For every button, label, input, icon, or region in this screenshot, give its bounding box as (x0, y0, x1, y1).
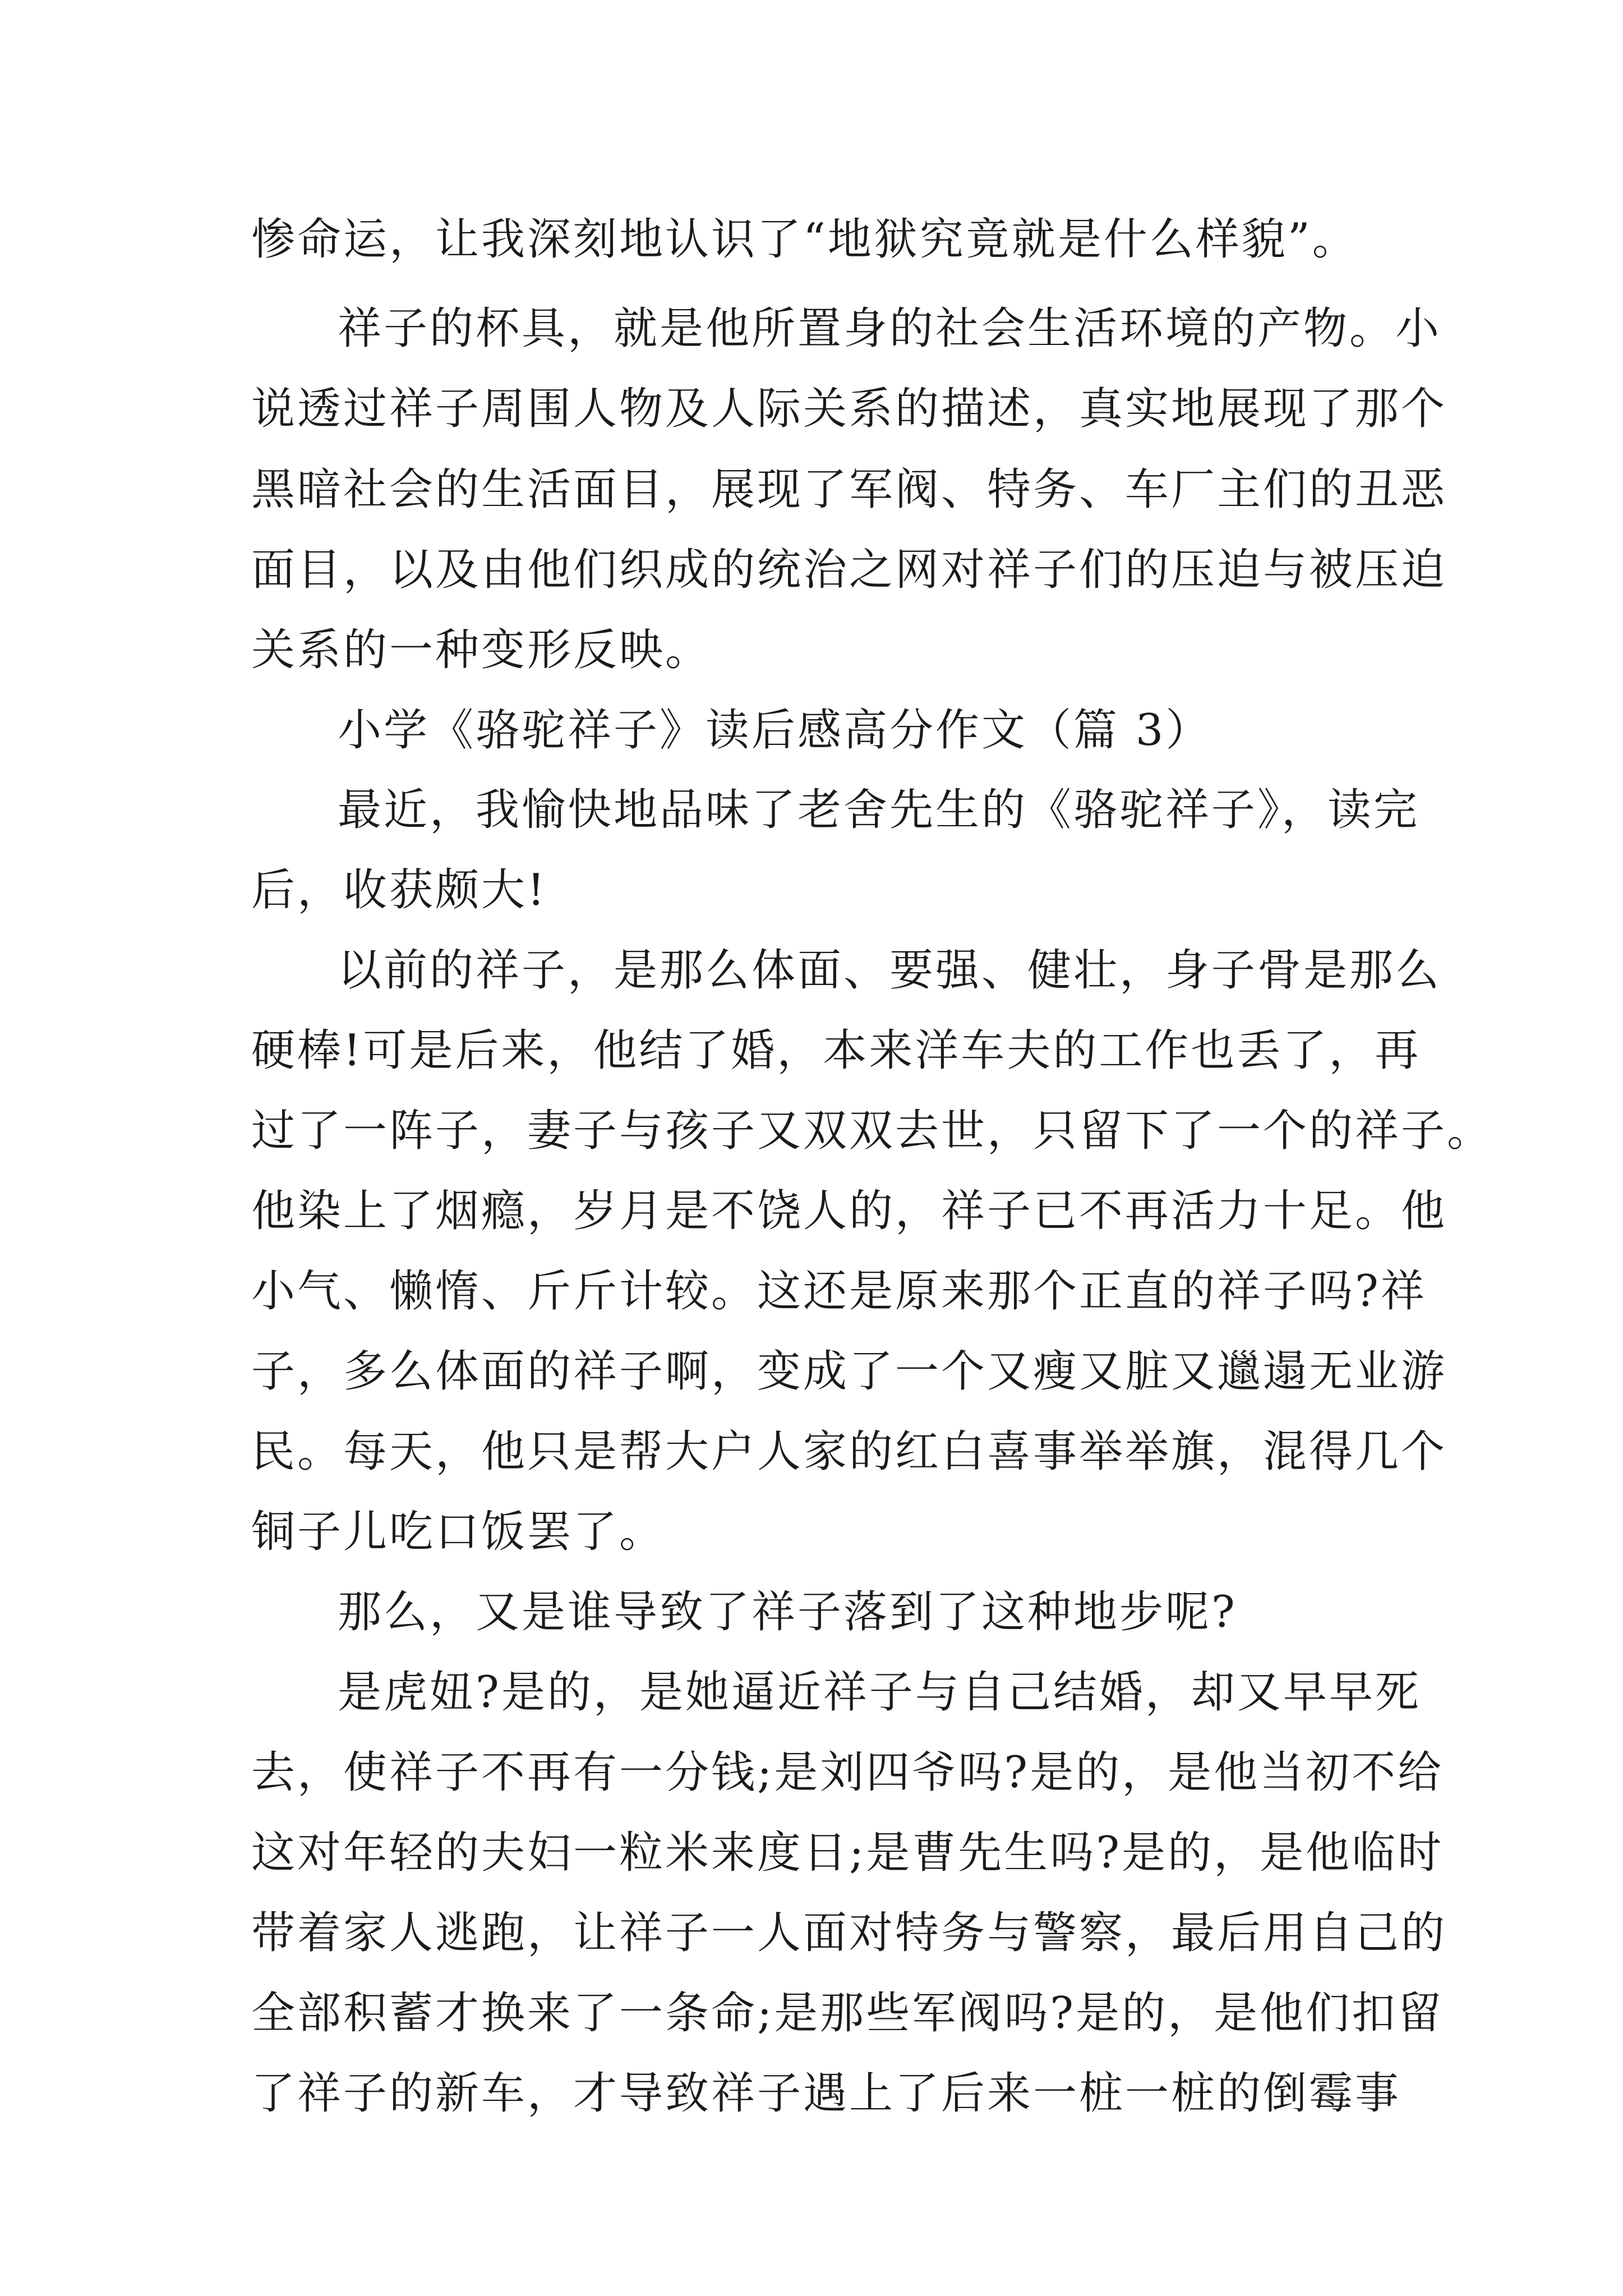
paragraph-first-line: 祥子的杯具，就是他所置身的社会生活环境的产物。小 (338, 303, 1442, 354)
text-line: 了祥子的新车，才导致祥子遇上了后来一桩一桩的倒霉事 (251, 2068, 1401, 2119)
text-line: 民。每天，他只是帮大户人家的红白喜事举举旗，混得几个 (251, 1427, 1447, 1477)
paragraph-first-line: 是虎妞?是的，是她逼近祥子与自己结婚，却又早早死 (338, 1667, 1421, 1718)
text-line: 关系的一种变形反映。 (251, 625, 712, 675)
text-line: 硬棒!可是后来，他结了婚，本来洋车夫的工作也丢了，再 (251, 1025, 1421, 1076)
text-line: 子，多么体面的祥子啊，变成了一个又瘦又脏又邋遢无业游 (251, 1346, 1447, 1397)
paragraph-first-line: 以前的祥子，是那么体面、要强、健壮，身子骨是那么 (338, 945, 1442, 996)
section-heading: 小学《骆驼祥子》读后感高分作文（篇 3） (338, 705, 1212, 756)
text-line: 这对年轻的夫妇一粒米来度日;是曹先生吗?是的，是他临时 (251, 1828, 1444, 1878)
text-line: 去，使祥子不再有一分钱;是刘四爷吗?是的，是他当初不给 (251, 1747, 1444, 1798)
text-line: 说透过祥子周围人物及人际关系的描述，真实地展现了那个 (251, 384, 1447, 434)
text-line: 全部积蓄才换来了一条命;是那些军阀吗?是的，是他们扣留 (251, 1988, 1444, 2039)
text-line: 后，收获颇大! (251, 865, 547, 915)
text-line: 惨命运，让我深刻地认识了“地狱究竟就是什么样貌”。 (251, 214, 1358, 265)
text-line: 他染上了烟瘾，岁月是不饶人的，祥子已不再活力十足。他 (251, 1186, 1447, 1236)
paragraph-first-line: 那么，又是谁导致了祥子落到了这种地步呢? (338, 1587, 1237, 1637)
text-line: 黑暗社会的生活面目，展现了军阀、特务、车厂主们的丑恶 (251, 464, 1447, 515)
text-line: 铜子儿吃口饭罢了。 (251, 1507, 666, 1557)
text-line: 面目，以及由他们织成的统治之网对祥子们的压迫与被压迫 (251, 545, 1447, 595)
text-line: 带着家人逃跑，让祥子一人面对特务与警察，最后用自己的 (251, 1908, 1447, 1958)
paragraph-first-line: 最近，我愉快地品味了老舍先生的《骆驼祥子》，读完 (338, 785, 1420, 835)
text-line: 过了一阵子，妻子与孩子又双双去世，只留下了一个的祥子。 (251, 1106, 1493, 1156)
text-line: 小气、懒惰、斤斤计较。这还是原来那个正直的祥子吗?祥 (251, 1266, 1427, 1317)
